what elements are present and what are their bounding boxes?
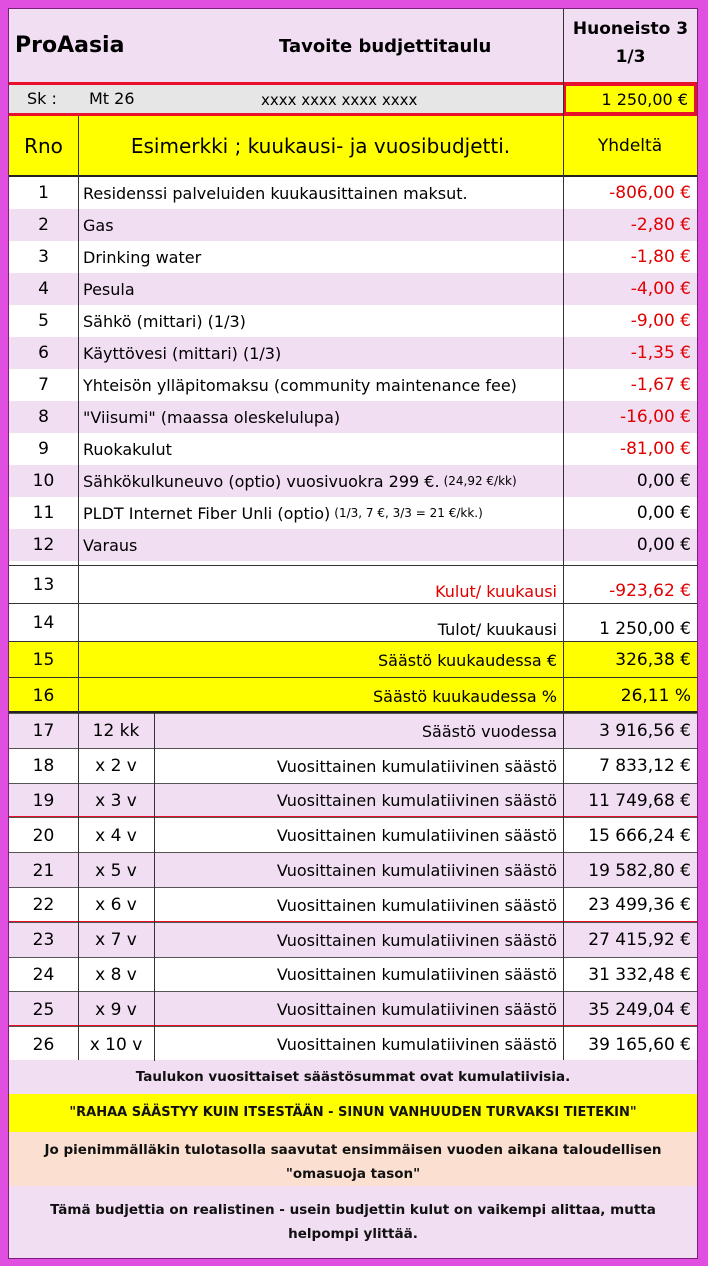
- table-row: [9, 529, 697, 561]
- account-mask: xxxx xxxx xxxx xxxx: [261, 91, 418, 109]
- table-row: [9, 305, 697, 337]
- row-number: 2: [38, 215, 49, 235]
- summary-row: [9, 677, 697, 713]
- table-row: [9, 401, 697, 433]
- row-label-text: Gas: [83, 215, 114, 235]
- row-number: 14: [32, 613, 55, 633]
- row-label: [83, 305, 561, 337]
- savings-value: 31 332,48 €: [588, 964, 691, 985]
- row-value: -1,67 €: [630, 375, 691, 395]
- period-label: x 9 v: [95, 999, 137, 1020]
- row-value: 0,00 €: [636, 471, 691, 491]
- row-value: -1,80 €: [630, 247, 691, 267]
- page-title: Tavoite budjettitaulu: [279, 36, 492, 57]
- row-number: 24: [32, 964, 55, 985]
- row-label: [83, 369, 561, 401]
- column-line: [563, 9, 564, 1060]
- row-label: [83, 177, 561, 209]
- row-number: 6: [38, 343, 49, 363]
- row-number: 11: [32, 503, 55, 523]
- savings-value: 23 499,36 €: [588, 895, 691, 916]
- row-value: -806,00 €: [609, 183, 691, 203]
- summary-row: [9, 603, 697, 641]
- row-label-text: Sähkökulkuneuvo (optio) vuosivuokra 299 €.: [83, 471, 440, 491]
- savings-label: Vuosittainen kumulatiivinen säästö: [276, 930, 557, 950]
- summary-value: 26,11 %: [620, 686, 691, 706]
- row-value: -81,00 €: [619, 439, 691, 459]
- row-label: [83, 529, 561, 561]
- row-number: 18: [32, 756, 55, 777]
- row-number: 26: [32, 1034, 55, 1055]
- period-label: x 5 v: [95, 860, 137, 881]
- row-label-text: Residenssi palveluiden kuukausittainen maksut.: [83, 183, 468, 203]
- row-number: 10: [32, 471, 55, 491]
- row-number: 19: [32, 790, 55, 811]
- row-value: -16,00 €: [619, 407, 691, 427]
- row-label: [83, 433, 561, 465]
- row-value: -1,35 €: [630, 343, 691, 363]
- period-label: x 2 v: [95, 756, 137, 777]
- period-label: x 8 v: [95, 964, 137, 985]
- income-value: 1 250,00 €: [601, 89, 688, 109]
- column-line: [78, 116, 79, 1060]
- row-number: 1: [38, 183, 49, 203]
- row-value: -2,80 €: [630, 215, 691, 235]
- savings-row: [9, 748, 697, 783]
- savings-value: 35 249,04 €: [588, 999, 691, 1020]
- savings-label: Vuosittainen kumulatiivinen säästö: [276, 1035, 557, 1055]
- row-label: [83, 337, 561, 369]
- row-label-text: Sähkö (mittari) (1/3): [83, 311, 246, 331]
- col-rno-header: Rno: [24, 134, 63, 158]
- footer-slogan: "RAHAA SÄÄSTYY KUIN ITSESTÄÄN - SINUN VANHUUDEN TURVAKSI TIETEKIN": [9, 1094, 697, 1132]
- savings-label: Vuosittainen kumulatiivinen säästö: [276, 1000, 557, 1020]
- savings-row: [9, 852, 697, 887]
- row-label-text: Pesula: [83, 279, 135, 299]
- table-row: [9, 177, 697, 209]
- summary-row: [9, 565, 697, 603]
- summary-row: [9, 641, 697, 677]
- row-value: -4,00 €: [630, 279, 691, 299]
- savings-row: [9, 1026, 697, 1061]
- row-number: 20: [32, 825, 55, 846]
- mt-label: Mt 26: [89, 89, 135, 108]
- savings-value: 19 582,80 €: [588, 860, 691, 881]
- row-label-text: PLDT Internet Fiber Unli (optio): [83, 503, 331, 523]
- savings-row: [9, 713, 697, 748]
- savings-row: [9, 991, 697, 1026]
- row-value: 0,00 €: [636, 535, 691, 555]
- savings-row: [9, 817, 697, 852]
- savings-label: Vuosittainen kumulatiivinen säästö: [276, 861, 557, 881]
- row-label-text: Varaus: [83, 535, 138, 555]
- savings-value: 11 749,68 €: [588, 790, 691, 811]
- summary-value: 1 250,00 €: [599, 619, 691, 639]
- row-label: [83, 273, 561, 305]
- period-label: x 4 v: [95, 825, 137, 846]
- table-row: [9, 497, 697, 529]
- row-number: 12: [32, 535, 55, 555]
- summary-label: Säästö kuukaudessa %: [373, 686, 557, 706]
- footer-note-cumulative: Taulukon vuosittaiset säästösummat ovat kumulatiivisia.: [9, 1060, 697, 1094]
- row-value: -9,00 €: [630, 311, 691, 331]
- row-label: [83, 241, 561, 273]
- unit-line-2: 1/3: [615, 47, 646, 67]
- row-number: 5: [38, 311, 49, 331]
- row-number: 16: [32, 686, 55, 706]
- period-label: x 6 v: [95, 895, 137, 916]
- footer-note-realistic: Tämä budjettia on realistinen - usein budjettin kulut on vaikempi alittaa, mutta helpompi ylittää.: [9, 1186, 697, 1258]
- row-number: 21: [32, 860, 55, 881]
- savings-label: Vuosittainen kumulatiivinen säästö: [276, 826, 557, 846]
- table-row: [9, 465, 697, 497]
- savings-label: Säästö vuodessa: [421, 721, 557, 741]
- column-line: [154, 713, 155, 1061]
- row-number: 9: [38, 439, 49, 459]
- period-label: x 3 v: [95, 790, 137, 811]
- row-label-text: Drinking water: [83, 247, 202, 267]
- income-box: [563, 83, 697, 115]
- row-label: [83, 465, 561, 497]
- sk-label: Sk :: [27, 89, 57, 108]
- savings-value: 7 833,12 €: [599, 756, 691, 777]
- table-row: [9, 369, 697, 401]
- row-number: 23: [32, 930, 55, 951]
- row-number: 25: [32, 999, 55, 1020]
- summary-value: 326,38 €: [615, 650, 691, 670]
- summary-label: Säästö kuukaudessa €: [378, 650, 557, 670]
- table-row: [9, 241, 697, 273]
- savings-value: 39 165,60 €: [588, 1034, 691, 1055]
- row-number: 17: [32, 721, 55, 742]
- row-label-text: Ruokakulut: [83, 439, 172, 459]
- row-number: 3: [38, 247, 49, 267]
- savings-row: [9, 783, 697, 818]
- row-label: [83, 209, 561, 241]
- savings-value: 27 415,92 €: [588, 930, 691, 951]
- table-row: [9, 209, 697, 241]
- row-label-text: "Viisumi" (maassa oleskelulupa): [83, 407, 341, 427]
- row-value: 0,00 €: [636, 503, 691, 523]
- row-label-text: Yhteisön ylläpitomaksu (community maintenance fee): [83, 375, 517, 395]
- table-row: [9, 433, 697, 465]
- period-label: x 7 v: [95, 930, 137, 951]
- savings-value: 15 666,24 €: [588, 825, 691, 846]
- budget-sheet: [8, 8, 698, 1259]
- savings-label: Vuosittainen kumulatiivinen säästö: [276, 965, 557, 985]
- row-number: 7: [38, 375, 49, 395]
- savings-row: [9, 922, 697, 957]
- savings-value: 3 916,56 €: [599, 721, 691, 742]
- savings-label: Vuosittainen kumulatiivinen säästö: [276, 756, 557, 776]
- brand-name: ProAasia: [15, 33, 125, 58]
- row-label-note: (1/3, 7 €, 3/3 = 21 €/kk.): [334, 506, 483, 520]
- summary-label: Tulot/ kuukausi: [437, 619, 557, 639]
- row-number: 13: [32, 575, 55, 595]
- summary-value: -923,62 €: [609, 581, 691, 601]
- row-label-text: Käyttövesi (mittari) (1/3): [83, 343, 282, 363]
- row-label-note: (24,92 €/kk): [443, 474, 517, 488]
- row-label: [83, 497, 561, 529]
- savings-label: Vuosittainen kumulatiivinen säästö: [276, 791, 557, 811]
- row-number: 4: [38, 279, 49, 299]
- row-number: 15: [32, 650, 55, 670]
- unit-label: [563, 9, 697, 83]
- row-label: [83, 401, 561, 433]
- savings-row: [9, 957, 697, 992]
- footer-note-income: Jo pienimmälläkin tulotasolla saavutat ensimmäisen vuoden aikana taloudellisen "omasuoja tason": [9, 1132, 697, 1186]
- period-label: x 10 v: [89, 1034, 143, 1055]
- account-row: [9, 85, 563, 113]
- savings-label: Vuosittainen kumulatiivinen säästö: [276, 895, 557, 915]
- header-band: [9, 9, 563, 83]
- period-label: 12 kk: [92, 721, 140, 742]
- table-row: [9, 337, 697, 369]
- row-number: 22: [32, 895, 55, 916]
- col-total-header: Yhdeltä: [597, 136, 663, 156]
- savings-row: [9, 887, 697, 922]
- col-desc-header: Esimerkki ; kuukausi- ja vuosibudjetti.: [130, 134, 511, 158]
- summary-label: Kulut/ kuukausi: [435, 581, 557, 601]
- table-row: [9, 273, 697, 305]
- row-number: 8: [38, 407, 49, 427]
- unit-line-1: Huoneisto 3: [572, 19, 689, 39]
